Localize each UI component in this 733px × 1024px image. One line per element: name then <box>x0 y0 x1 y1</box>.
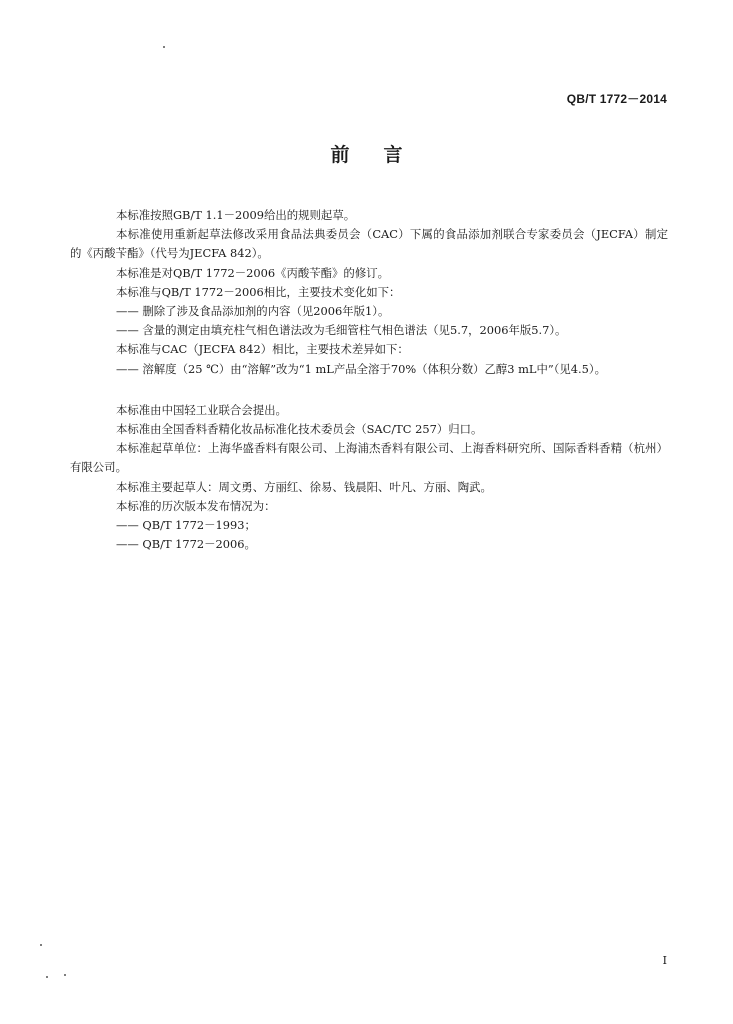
scan-speck <box>163 46 165 48</box>
foreword-body <box>70 206 668 554</box>
list-item: —— QB/T 1772－2006。 <box>116 537 256 552</box>
paragraph: 本标准与QB/T 1772－2006相比，主要技术变化如下： <box>116 284 401 299</box>
list-item: —— 删除了涉及食品添加剂的内容（见2006年版1）。 <box>116 304 390 319</box>
paragraph: 本标准主要起草人：周文勇、方丽红、徐易、钱晨阳、叶凡、方丽、陶武。 <box>116 479 492 494</box>
paragraph: 本标准的历次版本发布情况为： <box>116 498 276 513</box>
paragraph: 本标准是对QB/T 1772－2006《丙酸苄酯》的修订。 <box>116 265 389 280</box>
paragraph: 本标准使用重新起草法修改采用食品法典委员会（CAC）下属的食品添加剂联合专家委员会（JECFA）制定的《丙酸苄酯》（代号为JECFA 842）。 <box>70 227 668 261</box>
spacer <box>92 379 668 401</box>
standard-code: QB/T 1772－2014 <box>566 92 667 106</box>
list-item: —— QB/T 1772－1993； <box>116 518 256 533</box>
scan-speck <box>40 944 42 946</box>
paragraph: 本标准由全国香料香精化妆品标准化技术委员会（SAC/TC 257）归口。 <box>116 422 483 437</box>
paragraph: 本标准与CAC（JECFA 842）相比，主要技术差异如下： <box>116 342 409 357</box>
scan-speck <box>46 976 48 978</box>
paragraph: 本标准由中国轻工业联合会提出。 <box>116 402 287 417</box>
paragraph: 本标准起草单位：上海华盛香料有限公司、上海浦杰香料有限公司、上海香料研究所、国际香料香精（杭州）有限公司。 <box>70 441 668 475</box>
page-number: I <box>662 954 667 967</box>
list-item: —— 含量的测定由填充柱气相色谱法改为毛细管柱气相色谱法（见5.7，2006年版5.7）。 <box>116 323 567 338</box>
scan-speck <box>64 974 66 976</box>
paragraph: 本标准按照GB/T 1.1－2009给出的规则起草。 <box>116 208 356 222</box>
page-title: 前言 <box>330 144 437 166</box>
list-item: —— 溶解度（25 ℃）由“溶解”改为“1 mL产品全溶于70%（体积分数）乙醇3 mL中”（见4.5）。 <box>116 361 606 376</box>
